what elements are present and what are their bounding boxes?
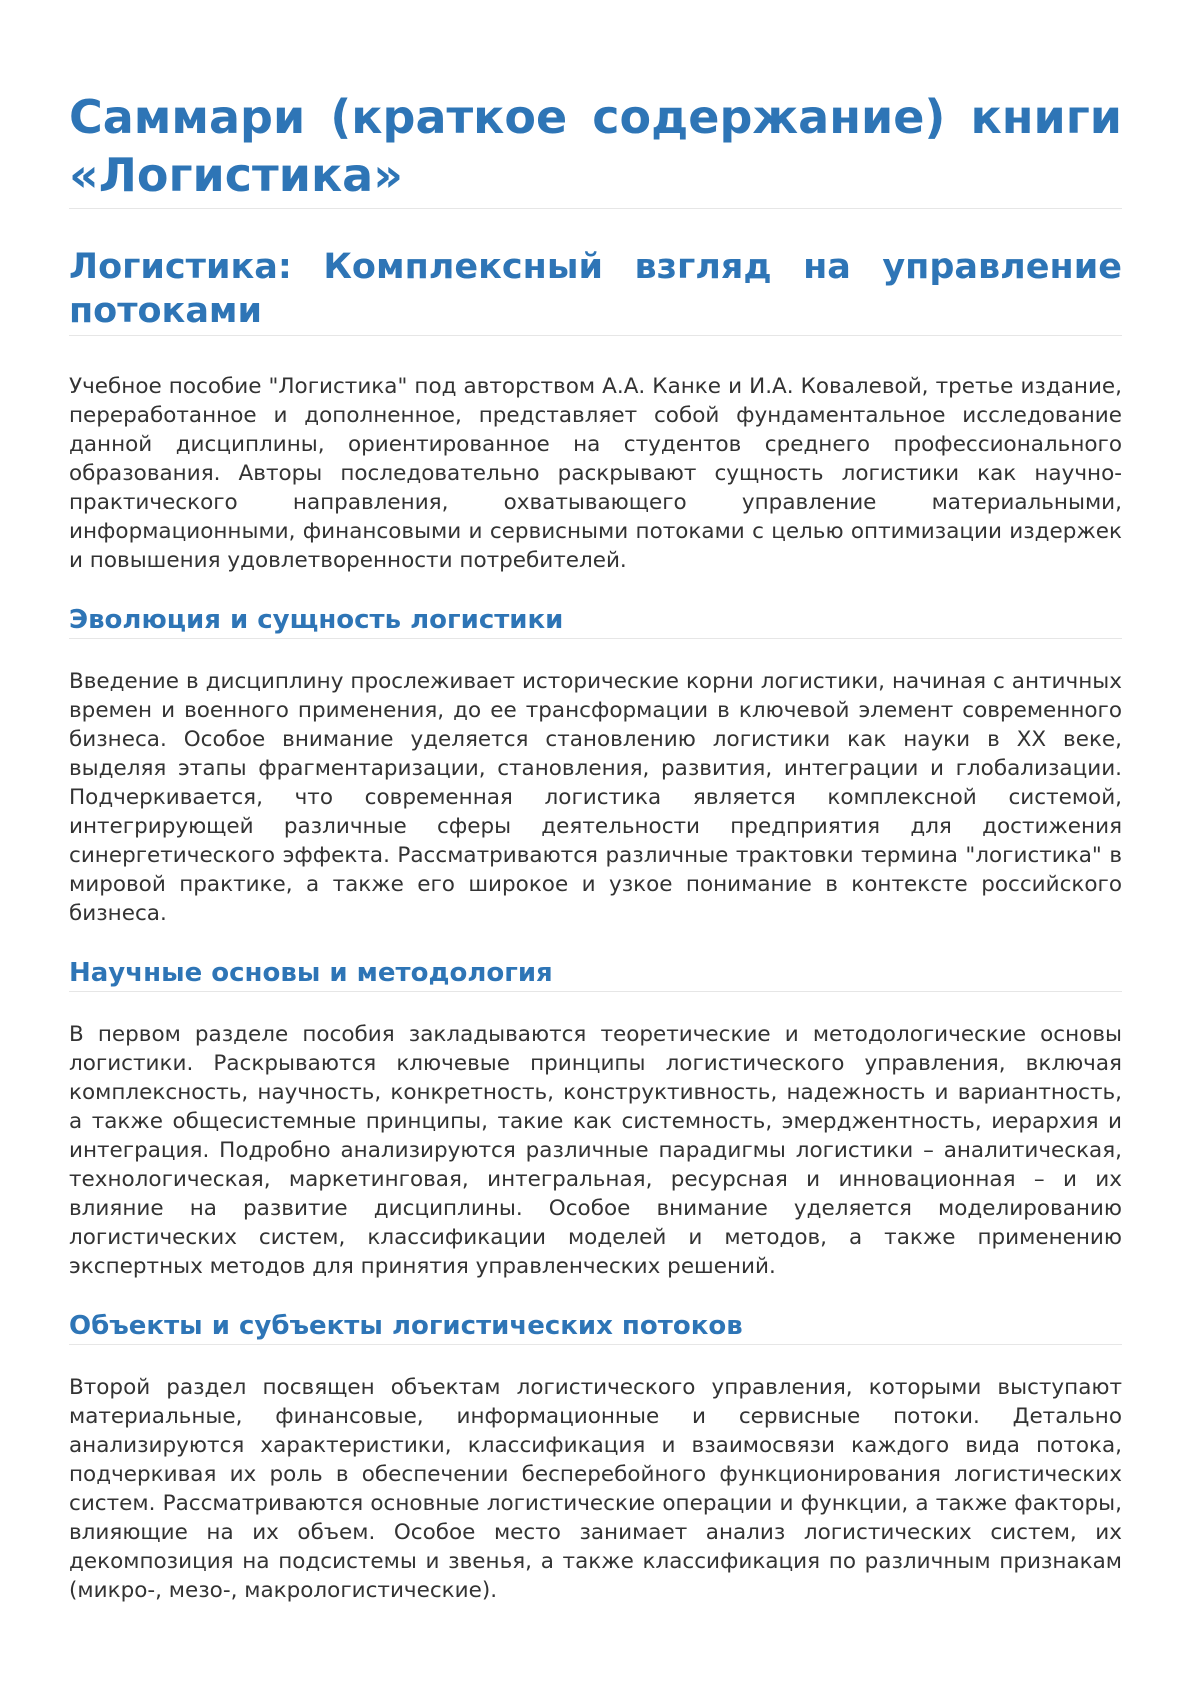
section-text-methodology: В первом разделе пособия закладываются теоретические и методологические основы логистики. Раскрываются ключевые принципы логистического управления, включая комплексность, научность, конкретность, конструктивность, надежность и вариантность, а также общесистемные принципы, такие как системность, эмерджентность, иерархия и интеграция. Подробно анализируются различные парадигмы логистики – аналитическая, технологическая, маркетинговая, интегральная, ресурсная и инновационная – и их влияние на развитие дисциплины. Особое внимание уделяется моделированию логистических систем, классификации моделей и методов, а также применению экспертных методов для принятия управленческих решений. — [69, 1022, 1122, 1279]
document-page — [69, 88, 1122, 1605]
section-heading-methodology: Научные основы и методология — [69, 956, 1122, 992]
section-text-flows: Второй раздел посвящен объектам логистического управления, которыми выступают материальные, финансовые, информационные и сервисные потоки. Детально анализируются характеристики, классификация и взаимосвязи каждого вида потока, подчеркивая их роль в обеспечении бесперебойного функционирования логистических систем. Рассматриваются основные логистические операции и функции, а также факторы, влияющие на их объем. Особое место занимает анализ логистических систем, их декомпозиция на подсистемы и звенья, а также классификация по различным признакам (микро-, мезо-, макрологистические). — [69, 1375, 1122, 1603]
section-heading-flows: Объекты и субъекты логистических потоков — [69, 1309, 1122, 1345]
section-heading-evolution: Эволюция и сущность логистики — [69, 603, 1122, 639]
intro-paragraph: Учебное пособие "Логистика" под авторством А.А. Канке и И.А. Ковалевой, третье издание, переработанное и дополненное, представляет собой фундаментальное исследование данной дисциплины, ориентированное на студентов среднего профессионального образования. Авторы последовательно раскрывают сущность логистики как научно-практического направления, охватывающего управление материальными, информационными, финансовыми и сервисными потоками с целью оптимизации издержек и повышения удовлетворенности потребителей. — [69, 374, 1122, 573]
section-text-evolution: Введение в дисциплину прослеживает исторические корни логистики, начиная с античных времен и военного применения, до ее трансформации в ключевой элемент современного бизнеса. Особое внимание уделяется становлению логистики как науки в XX веке, выделяя этапы фрагментаризации, становления, развития, интеграции и глобализации. Подчеркивается, что современная логистика является комплексной системой, интегрирующей различные сферы деятельности предприятия для достижения синергетического эффекта. Рассматриваются различные трактовки термина "логистика" в мировой практике, а также его широкое и узкое понимание в контексте российского бизнеса. — [69, 669, 1122, 926]
document-subtitle: Логистика: Комплексный взгляд на управление потоками — [69, 245, 1122, 336]
document-title: Саммари (краткое содержание) книги «Логистика» — [69, 88, 1122, 209]
